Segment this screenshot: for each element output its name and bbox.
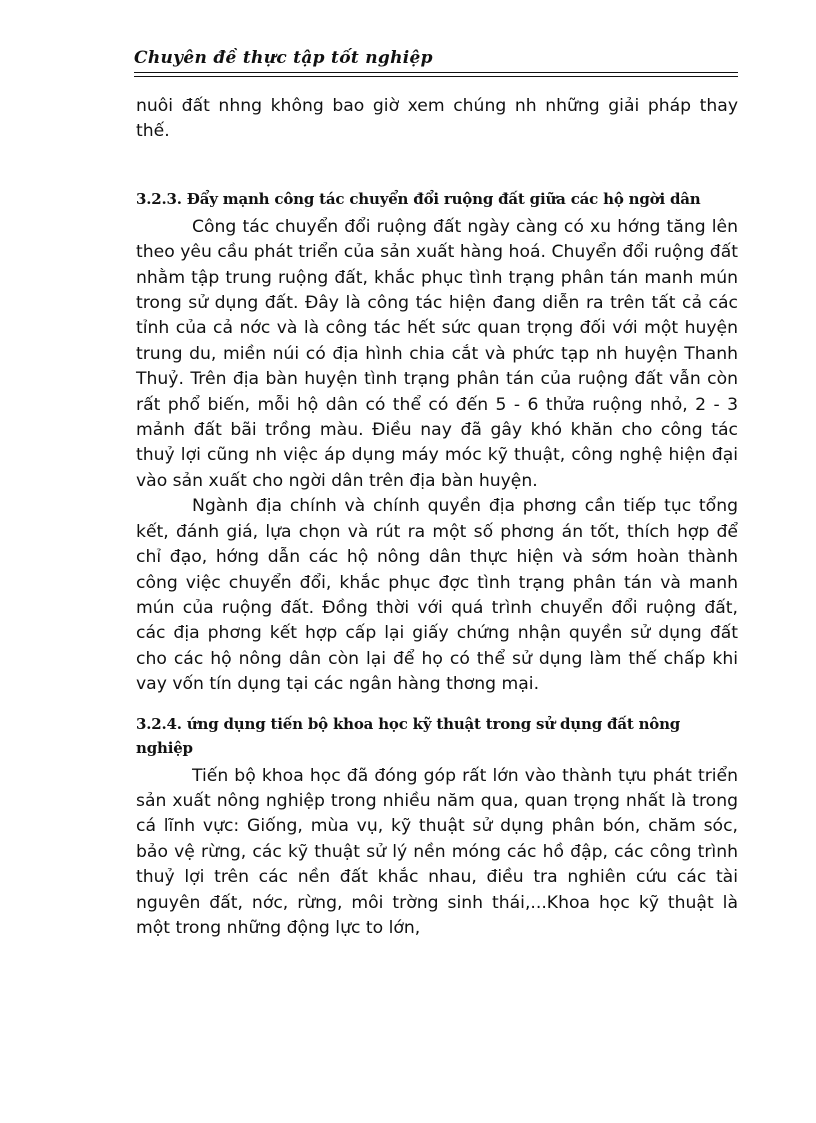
intro-paragraph: nuôi đất nhng không bao giờ xem chúng nh những giải pháp thay thế. xyxy=(136,96,738,142)
section-3-2-3-paragraph-1: Công tác chuyển đổi ruộng đất ngày càng có xu hớng tăng lên theo yêu cầu phát triển của sản xuất hàng hoá. Chuyển đổi ruộng đất nhằm tập trung ruộng đất, khắc phục tình trạng phân tán manh mún trong sử dụng đất. Đây là công tác hiện đang diễn ra trên tất cả các tỉnh của cả nớc và là công tác hết sức quan trọng đối với một huyện trung du, miền núi có địa hình chia cắt và phức tạp nh huyện Thanh Thuỷ. Trên địa bàn huyện tình trạng phân tán của ruộng đất vẫn còn rất phổ biến, mỗi hộ dân có thể có đến 5 - 6 thửa ruộng nhỏ, 2 - 3 mảnh đất bãi trồng màu. Điều nay đã gây khó khăn cho công tác thuỷ lợi cũng nh việc áp dụng máy móc kỹ thuật, công nghệ hiện đại vào sản xuất cho ngời dân trên địa bàn huyện. xyxy=(136,216,738,491)
page-header xyxy=(134,48,738,68)
header-rule-top xyxy=(134,72,738,73)
section-3-2-3-paragraph-2: Ngành địa chính và chính quyền địa phơng cần tiếp tục tổng kết, đánh giá, lựa chọn và rút ra một số phơng án tốt, thích hợp để chỉ đạo, hớng dẫn các hộ nông dân thực hiện và sớm hoàn thành công việc chuyển đổi, khắc phục đợc tình trạng phân tán và manh mún của ruộng đất. Đồng thời với quá trình chuyển đổi ruộng đất, các địa phơng kết hợp cấp lại giấy chứng nhận quyền sử dụng đất cho các hộ nông dân còn lại để họ có thể sử dụng làm thế chấp khi vay vốn tín dụng tại các ngân hàng thơng mại. xyxy=(136,496,738,695)
header-rule-bottom xyxy=(134,76,738,77)
spacer xyxy=(136,698,738,712)
section-heading-3-2-4: 3.2.4. ứng dụng tiến bộ khoa học kỹ thuật trong sử dụng đất nông nghiệp xyxy=(136,714,681,757)
section-3-2-4-paragraph-1: Tiến bộ khoa học đã đóng góp rất lớn vào thành tựu phát triển sản xuất nông nghiệp trong nhiều năm qua, quan trọng nhất là trong cá lĩnh vực: Giống, mùa vụ, kỹ thuật sử dụng phân bón, chăm sóc, bảo vệ rừng, các kỹ thuật sử lý nền móng các hồ đập, các công trình thuỷ lợi trên các nền đất khắc nhau, điều tra nghiên cứu các tài nguyên đất, nớc, rừng, môi trờng sinh thái,...Khoa học kỹ thuật là một trong những động lực to lớn, xyxy=(136,765,738,938)
spacer xyxy=(136,145,738,187)
header-title: Chuyên đề thực tập tốt nghiệp xyxy=(134,48,433,68)
document-body xyxy=(136,94,738,941)
section-heading-3-2-3: 3.2.3. Đẩy mạnh công tác chuyển đổi ruộng đất giữa các hộ ngời dân xyxy=(136,189,701,208)
